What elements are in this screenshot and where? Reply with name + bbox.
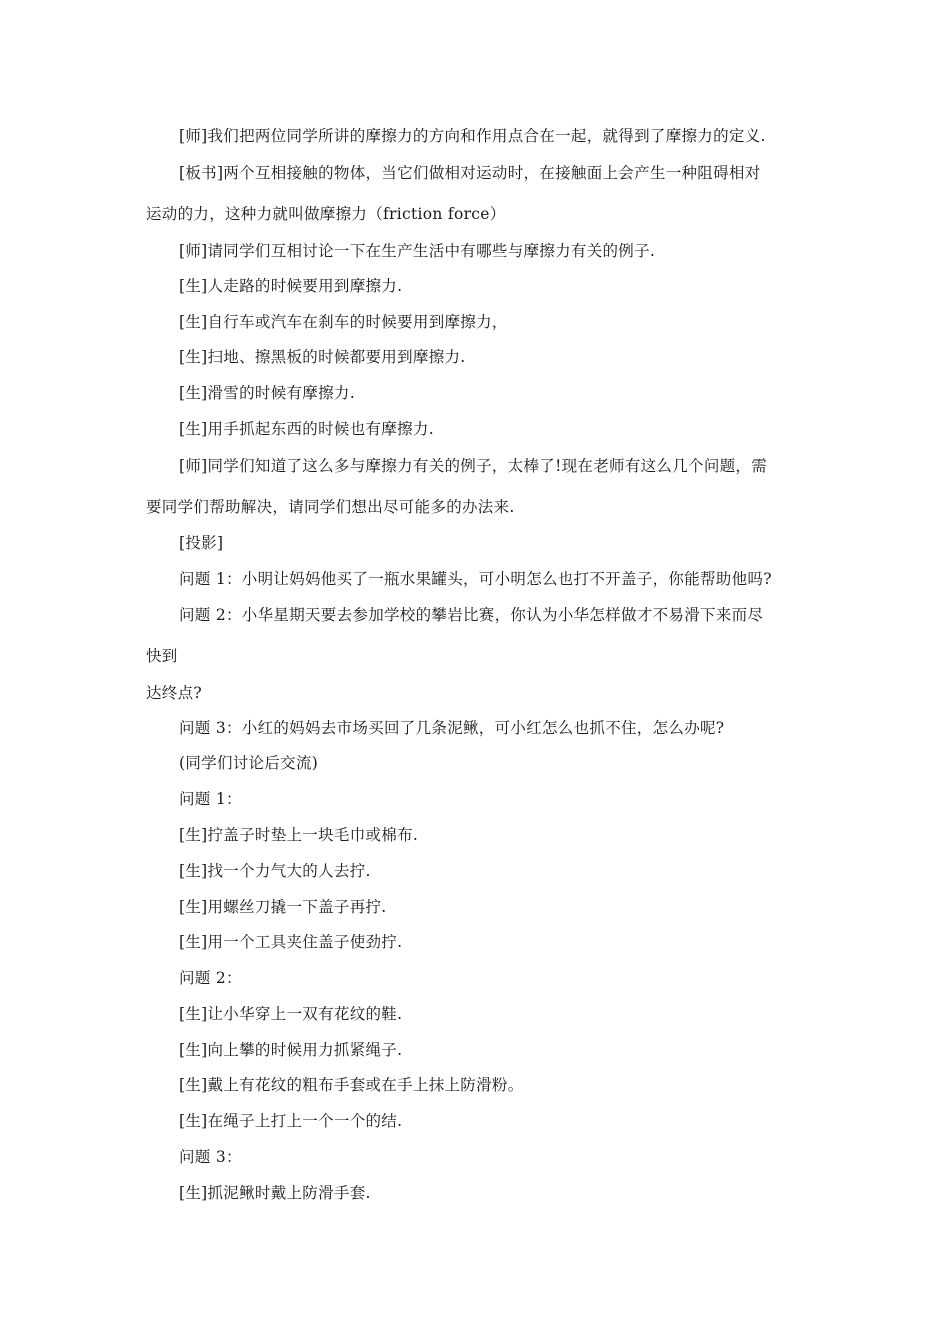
text-line: [生]戴上有花纹的粗布手套或在手上抹上防滑粉。 — [179, 1076, 524, 1094]
text-line: [投影] — [179, 534, 224, 552]
text-line: [生]在绳子上打上一个一个的结. — [179, 1112, 403, 1130]
text-line: 问题 3：小红的妈妈去市场买回了几条泥鳅，可小红怎么也抓不住，怎么办呢? — [179, 719, 725, 737]
text-line: [生]让小华穿上一双有花纹的鞋. — [179, 1005, 403, 1023]
text-line: 运动的力，这种力就叫做摩擦力（friction force） — [146, 205, 506, 223]
text-line: 问题 2： — [179, 969, 242, 987]
text-line: 快到 — [146, 647, 178, 665]
text-line: [师]请同学们互相讨论一下在生产生活中有哪些与摩擦力有关的例子. — [179, 242, 656, 260]
text-line: [生]用螺丝刀撬一下盖子再拧. — [179, 898, 387, 916]
text-line: 问题 1：小明让妈妈他买了一瓶水果罐头，可小明怎么也打不开盖子，你能帮助他吗? — [179, 570, 772, 588]
text-line: [师]我们把两位同学所讲的摩擦力的方向和作用点合在一起，就得到了摩擦力的定义. — [179, 127, 766, 145]
text-line: 要同学们帮助解决，请同学们想出尽可能多的办法来. — [146, 498, 515, 516]
text-line: [生]滑雪的时候有摩擦力. — [179, 384, 355, 402]
text-line: [生]向上攀的时候用力抓紧绳子. — [179, 1041, 403, 1059]
text-line: [生]用手抓起东西的时候也有摩擦力. — [179, 420, 434, 438]
text-line: [生]拧盖子时垫上一块毛巾或棉布. — [179, 826, 419, 844]
text-line: (同学们讨论后交流) — [179, 754, 319, 772]
text-line: [生]自行车或汽车在刹车的时候要用到摩擦力， — [179, 313, 508, 331]
text-line: 达终点? — [146, 684, 203, 702]
text-line: 问题 1： — [179, 790, 242, 808]
text-line: [生]用一个工具夹住盖子使劲拧. — [179, 933, 403, 951]
text-line: [生]找一个力气大的人去拧. — [179, 862, 371, 880]
text-line: [生]人走路的时候要用到摩擦力. — [179, 277, 403, 295]
text-line: [师]同学们知道了这么多与摩擦力有关的例子，太棒了!现在老师有这么几个问题，需 — [179, 457, 768, 475]
text-line: [生]抓泥鳅时戴上防滑手套. — [179, 1184, 371, 1202]
text-line: 问题 2：小华星期天要去参加学校的攀岩比赛，你认为小华怎样做才不易滑下来而尽 — [179, 606, 764, 624]
text-line: 问题 3： — [179, 1148, 242, 1166]
text-line: [生]扫地、擦黑板的时候都要用到摩擦力. — [179, 348, 466, 366]
text-line: [板书]两个互相接触的物体，当它们做相对运动时，在接触面上会产生一种阻碍相对 — [179, 164, 761, 182]
